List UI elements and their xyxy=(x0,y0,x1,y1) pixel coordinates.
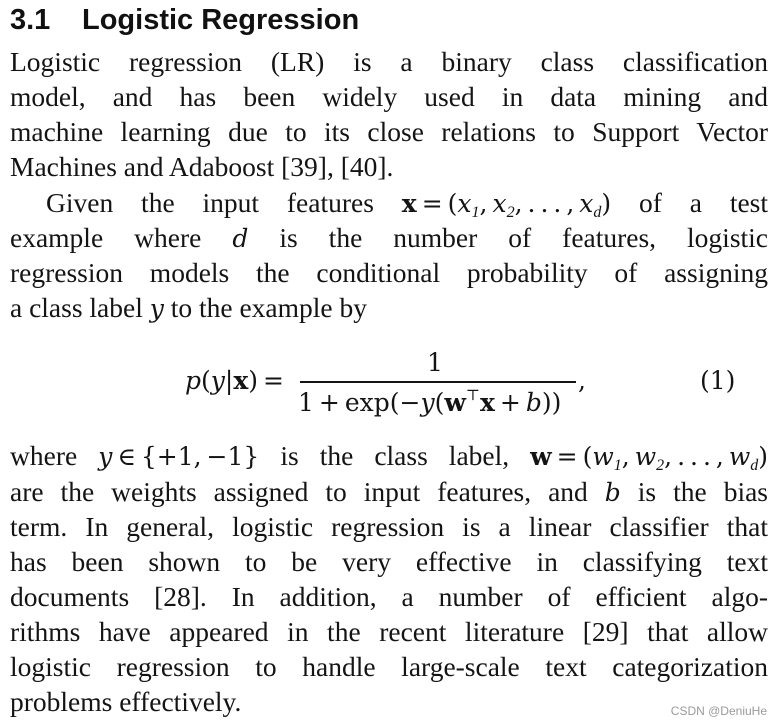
math-glyph: x xyxy=(457,189,472,218)
paragraph-line xyxy=(10,220,768,255)
weight-vector-math: $w = (w_1$, $w_2$, . . . , $w_d$) xyxy=(530,442,769,474)
equation-numerator: 1 xyxy=(427,348,443,377)
paragraph-line: problems effectively. xyxy=(10,686,242,717)
equation-comma: , xyxy=(578,366,586,395)
paragraph-line: has been shown to be very effective in classifying text xyxy=(10,546,768,577)
math-variable: d xyxy=(232,224,249,253)
text-run: to the example by xyxy=(170,292,367,323)
section-title: Logistic Regression xyxy=(82,4,360,36)
paragraph-line: Logistic regression (LR) is a binary class classification xyxy=(10,46,768,77)
math-glyph: = ( xyxy=(416,189,458,218)
class-label-math: y ∈ {+1, −1} xyxy=(98,442,260,471)
math-variable: b xyxy=(604,478,621,507)
paragraph-line xyxy=(46,185,768,220)
paragraph-line xyxy=(10,474,768,509)
math-glyph: 2 xyxy=(506,204,515,221)
paragraph-line: Machines and Adaboost [39], [40]. xyxy=(10,151,394,182)
math-glyph: d xyxy=(593,204,602,221)
text-run: are the weights assigned to input features, and xyxy=(10,476,588,507)
feature-vector-math xyxy=(401,187,612,221)
paragraph-line: logistic regression to handle large-scale text categorization xyxy=(10,651,768,682)
section-heading xyxy=(10,2,359,38)
text-run: is the number of features, logistic xyxy=(279,222,769,253)
text-run: is the bias xyxy=(637,476,768,507)
math-glyph: 1 xyxy=(471,204,480,221)
fraction-bar xyxy=(300,381,576,383)
paragraph-line: model, and has been widely used in data mining and xyxy=(10,81,768,112)
paragraph-line xyxy=(10,438,768,473)
equation-lhs: p(y|x) = xyxy=(185,366,284,395)
text-run: of a test xyxy=(639,187,769,218)
paragraph-line: term. In general, logistic regression is a linear classifier that xyxy=(10,511,768,542)
section-number: 3.1 xyxy=(10,4,51,36)
math-glyph: x xyxy=(401,189,417,218)
math-glyph: , . . . , xyxy=(514,189,580,218)
paragraph-line: machine learning due to its close relations to Support Vector xyxy=(10,116,768,147)
math-variable: y xyxy=(149,294,164,323)
text-run: a class label xyxy=(10,292,143,323)
paragraph-line: documents [28]. In addition, a number of efficient algo- xyxy=(10,581,768,612)
math-glyph: , xyxy=(479,189,493,218)
text-run: Given the input features xyxy=(46,187,374,218)
text-run: is the class label, xyxy=(280,440,510,471)
paragraph-line: rithms have appeared in the recent literature [29] that allow xyxy=(10,616,768,647)
math-glyph: x xyxy=(492,189,507,218)
equation-number: (1) xyxy=(700,366,736,395)
equation-block xyxy=(0,342,775,422)
watermark: CSDN @DeniuHe xyxy=(670,704,767,718)
equation-denominator: 1 + exp(−y(w⊤x + b)) xyxy=(298,386,562,417)
text-run: where xyxy=(10,440,78,471)
paragraph-line xyxy=(10,290,768,325)
text-run: example where xyxy=(10,222,202,253)
math-glyph: ) xyxy=(601,189,612,218)
math-glyph: x xyxy=(579,189,594,218)
paragraph-line: regression models the conditional probability of assigning xyxy=(10,257,768,288)
